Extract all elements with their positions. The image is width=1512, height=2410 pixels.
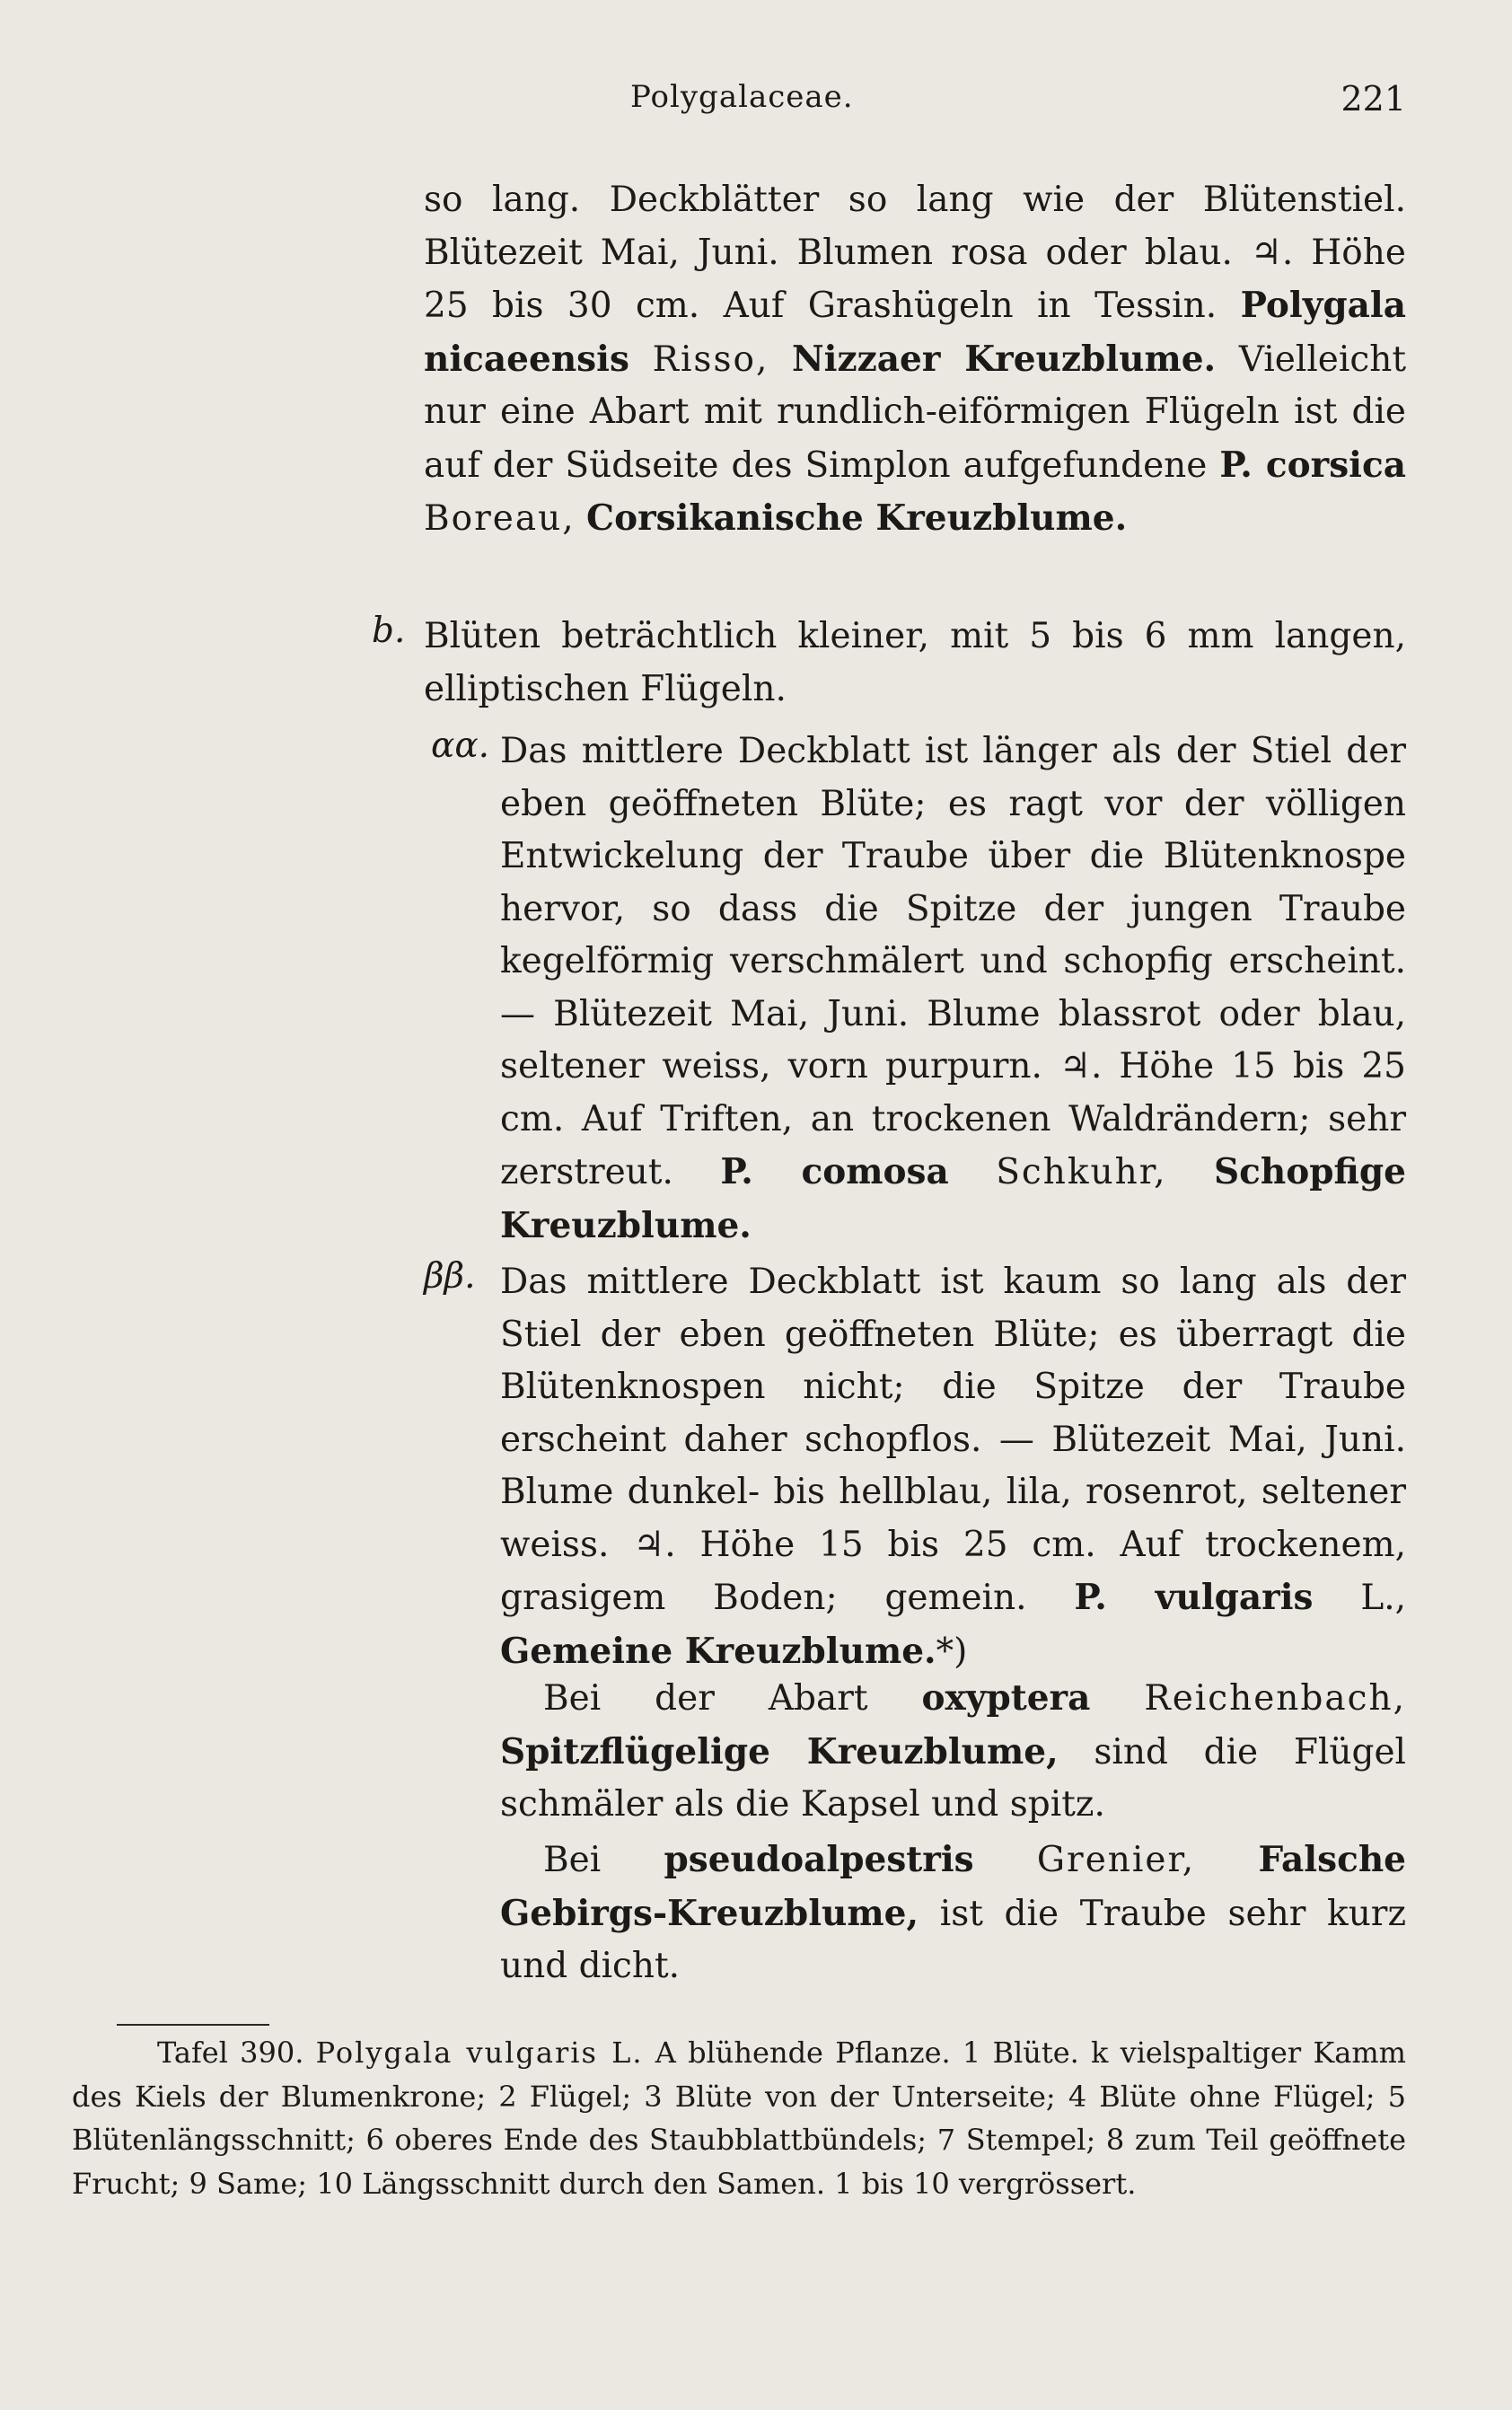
- footnote-plate-caption: Tafel 390. Polygala vulgaris L. A blühende Pflanze. 1 Blüte. k vielspaltiger Kamm des Kiels der Blumenkrone; 2 Flügel; 3 Blüte von der Unterseite; 4 Blüte ohne Flügel; 5 Blütenlängsschnitt; 6 oberes Ende des Staubblattbündels; 7 Stempel; 8 zum Teil geöffnete Frucht; 9 Same; 10 Längsschnitt durch den Samen. 1 bis 10 vergrössert.: [72, 2036, 1406, 2201]
- common-name: Schopfige Kreuzblume.: [500, 1151, 1406, 1246]
- author-name: Risso,: [652, 339, 769, 380]
- author-name: Grenier,: [1036, 1840, 1196, 1880]
- paragraph-pseudoalpestris: Bei pseudoalpestris Grenier, Falsche Gebirgs-Kreuzblume, ist die Traube sehr kurz und dicht.: [500, 1839, 1406, 1986]
- running-title: Polygalaceae.: [630, 79, 854, 115]
- key-marker-alpha: αα.: [431, 726, 490, 766]
- key-marker-b: b.: [372, 611, 406, 651]
- paragraph-key-b: Blüten beträchtlich kleiner, mit 5 bis 6 mm langen, elliptischen Flügeln.: [424, 616, 1406, 709]
- paragraph-nicaeensis: so lang. Deckblätter so lang wie der Blütenstiel. Blütezeit Mai, Juni. Blumen rosa oder blau. ♃. Höhe 25 bis 30 cm. Auf Grashügeln in Tessin. Polygala nicaeensis Risso, Nizzaer Kreuzblume. Vielleicht nur eine Abart mit rundlich-eiförmigen Flügeln ist die auf der Südseite des Simplon aufgefundene P. corsica Boreau, Corsikanische Kreuzblume.: [424, 180, 1406, 539]
- common-name: Corsikanische Kreuzblume.: [586, 497, 1128, 539]
- common-name: Nizzaer Kreuzblume.: [792, 338, 1217, 380]
- author-name: Reichenbach,: [1144, 1678, 1406, 1719]
- paragraph-vulgaris: Das mittlere Deckblatt ist kaum so lang als der Stiel der eben geöffneten Blüte; es überragt die Blütenknospen nicht; die Spitze der Traube erscheint daher schopflos. — Blütezeit Mai, Juni. Blume dunkel- bis hellblau, lila, rosenrot, seltener weiss. ♃. Höhe 15 bis 25 cm. Auf trockenem, grasigem Boden; gemein. P. vulgaris L., Gemeine Kreuzblume.*): [500, 1262, 1407, 1672]
- running-head: [424, 79, 1406, 124]
- species-name: Polygala vulgaris L.: [315, 2036, 644, 2070]
- paragraph-oxyptera: Bei der Abart oxyptera Reichenbach, Spitzflügelige Kreuzblume, sind die Flügel schmäler als die Kapsel und spitz.: [500, 1677, 1406, 1825]
- variety-name: oxyptera: [921, 1677, 1091, 1719]
- author-name: Boreau,: [424, 498, 576, 539]
- common-name: Gemeine Kreuzblume.: [500, 1630, 936, 1672]
- key-marker-beta: ββ.: [424, 1256, 476, 1297]
- footnote-divider: [117, 2024, 269, 2026]
- footnote-ref: *): [936, 1631, 968, 1672]
- species-name: P. corsica: [1219, 444, 1406, 486]
- paragraph-comosa: Das mittlere Deckblatt ist länger als der Stiel der eben geöffneten Blüte; es ragt vor der völligen Entwickelung der Traube über die Blütenknospe hervor, so dass die Spitze der jungen Traube kegelförmig verschmälert und schopfig erscheint. — Blütezeit Mai, Juni. Blume blassrot oder blau, seltener weiss, vorn purpurn. ♃. Höhe 15 bis 25 cm. Auf Triften, an trockenen Waldrändern; sehr zerstreut. P. comosa Schkuhr, Schopfige Kreuzblume.: [500, 731, 1406, 1246]
- page-number: 221: [1341, 79, 1406, 119]
- species-name: P. comosa: [720, 1151, 949, 1192]
- species-name: Polygala nicaeensis: [424, 285, 1406, 380]
- variety-name: pseudoalpestris: [664, 1839, 974, 1880]
- author-name: Schkuhr,: [996, 1152, 1167, 1192]
- common-name: Spitzflügelige Kreuzblume,: [500, 1730, 1059, 1772]
- species-name: P. vulgaris: [1074, 1577, 1314, 1618]
- common-name: Falsche Gebirgs-Kreuzblume,: [500, 1839, 1406, 1934]
